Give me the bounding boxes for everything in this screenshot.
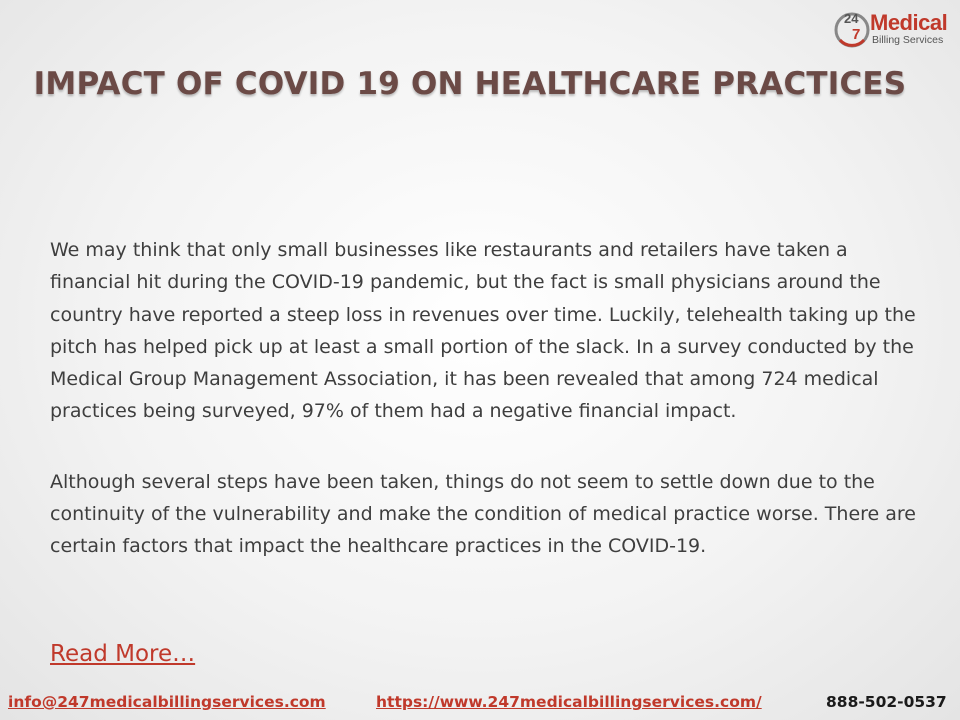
footer-phone: 888-502-0537 <box>826 693 947 711</box>
logo-sub-text: Billing Services <box>872 34 944 46</box>
footer-website-link[interactable]: https://www.247medicalbillingservices.com/ <box>376 693 762 711</box>
company-logo <box>832 6 954 52</box>
page-title: IMPACT OF COVID 19 ON HEALTHCARE PRACTICES <box>33 66 907 102</box>
svg-text:7: 7 <box>852 26 861 43</box>
paragraph-2: Although several steps have been taken, things do not seem to settle down due to the continuity of the vulnerability and make the condition of medical practice worse. There are certain factors that impact the healthcare practices in the COVID-19. <box>50 470 916 558</box>
svg-text:24: 24 <box>844 11 859 26</box>
logo-247-icon <box>832 6 872 52</box>
logo-brand-text: Medical <box>870 10 948 35</box>
paragraph-1: We may think that only small businesses like restaurants and retailers have taken a financial hit during the COVID-19 pandemic, but the fact is small physicians around the country have reported a steep loss in revenues over time. Luckily, telehealth taking up the pitch has helped pick up at least a small portion of the slack. In a survey conducted by the Medical Group Management Association, it has been revealed that among 724 medical practices being surveyed, 97% of them had a negative financial impact. <box>50 239 916 423</box>
footer <box>0 690 960 720</box>
footer-email-link[interactable]: info@247medicalbillingservices.com <box>8 693 326 711</box>
read-more-link[interactable]: Read More… <box>50 641 196 667</box>
article-body <box>50 234 930 563</box>
